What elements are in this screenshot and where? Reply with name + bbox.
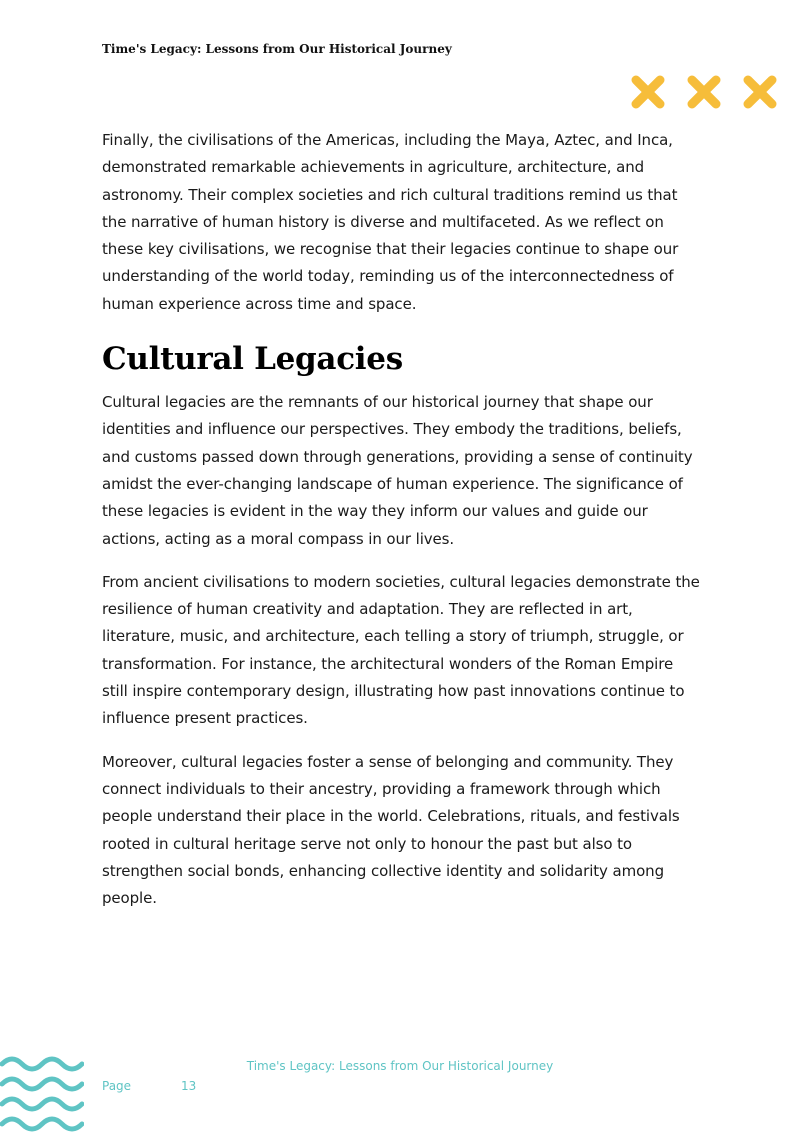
x-cross-decoration [628, 72, 784, 112]
paragraph-3: Moreover, cultural legacies foster a sense of belonging and community. They connect individuals to their ancestry, providing a framework through which people understand their place in the world. Celebrations, rituals, and festivals rooted in cultural heritage serve not only to honour the past but also to strengthen social bonds, enhancing collective identity and solidarity among people. [102, 752, 680, 908]
intro-paragraph: Finally, the civilisations of the Americas, including the Maya, Aztec, and Inca, demonstrated remarkable achievements in agriculture, architecture, and astronomy. Their complex societies and rich cultural traditions remind us that the narrative of human history is diverse and multifaceted. As we reflect on these key civilisations, we recognise that their legacies continue to shape our understanding of the world today, reminding us of the interconnectedness of human experience across time and space. [102, 131, 679, 313]
page-content [102, 127, 702, 928]
page-label: Page [102, 1079, 132, 1093]
running-header: Time's Legacy: Lessons from Our Historical Journey [102, 42, 452, 56]
footer-title: Time's Legacy: Lessons from Our Historical Journey [246, 1059, 554, 1073]
x-cross-icon [636, 80, 660, 104]
x-cross-icon [692, 80, 716, 104]
paragraph-1: Cultural legacies are the remnants of our historical journey that shape our identities and influence our perspectives. They embody the traditions, beliefs, and customs passed down through generations, providing a sense of continuity amidst the ever-changing landscape of human experience. The significance of these legacies is evident in the way they inform our values and guide our actions, acting as a moral compass in our lives. [102, 393, 693, 548]
paragraph-2: From ancient civilisations to modern societies, cultural legacies demonstrate the resilience of human creativity and adaptation. They are reflected in art, literature, music, and architecture, each telling a story of triumph, struggle, or transformation. For instance, the architectural wonders of the Roman Empire still inspire contemporary design, illustrating how past innovations continue to influence present practices. [102, 572, 700, 728]
page-number: 13 [181, 1079, 197, 1093]
x-cross-icon [748, 80, 772, 104]
section-heading: Cultural Legacies [102, 341, 403, 378]
